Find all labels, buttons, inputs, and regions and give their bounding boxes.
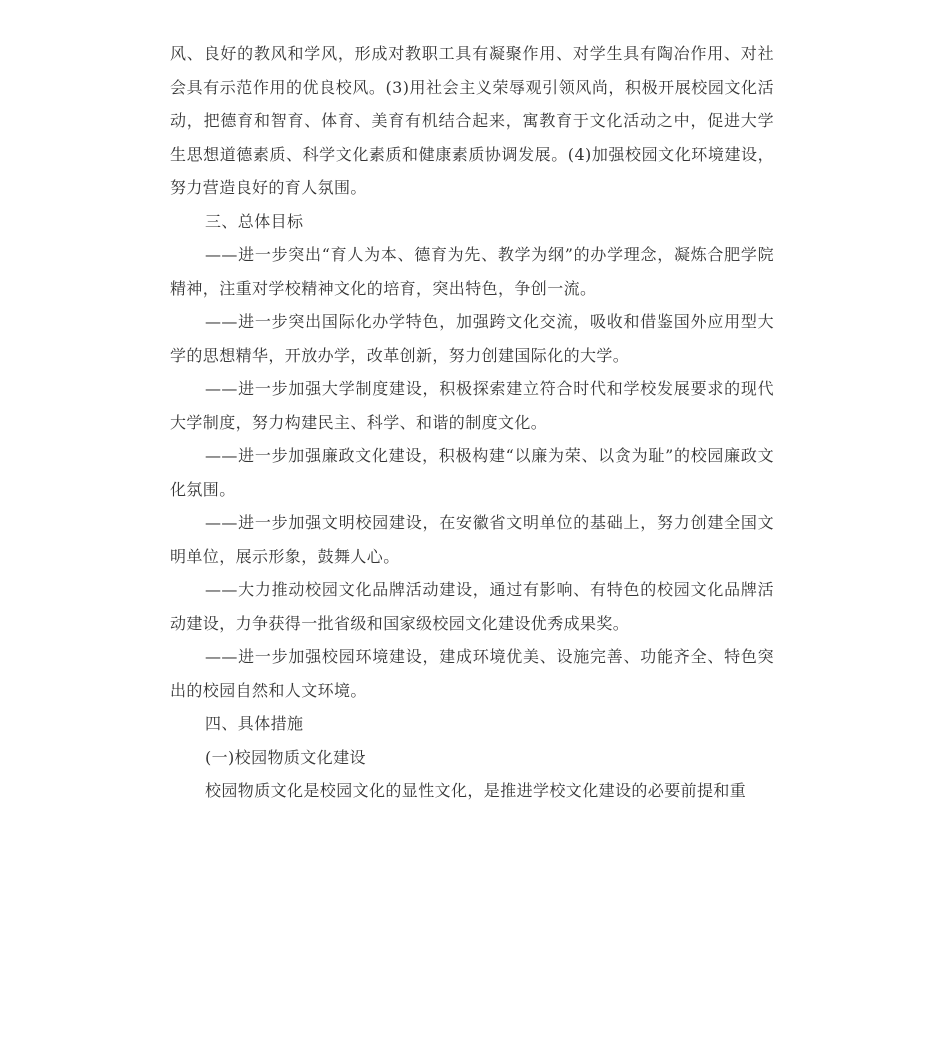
goal-item-5: ——进一步加强文明校园建设，在安徽省文明单位的基础上，努力创建全国文明单位，展示形象，鼓舞人心。 (170, 513, 774, 566)
section-heading-measures: 四、具体措施 (205, 714, 304, 733)
goal-item-7: ——进一步加强校园环境建设，建成环境优美、设施完善、功能齐全、特色突出的校园自然和人文环境。 (170, 647, 774, 700)
goal-item-1: ——进一步突出“育人为本、德育为先、教学为纲”的办学理念，凝炼合肥学院精神，注重对学校精神文化的培育，突出特色，争创一流。 (170, 245, 774, 298)
goal-item-3: ——进一步加强大学制度建设，积极探索建立符合时代和学校发展要求的现代大学制度，努力构建民主、科学、和谐的制度文化。 (170, 379, 774, 432)
goal-item-6: ——大力推动校园文化品牌活动建设，通过有影响、有特色的校园文化品牌活动建设，力争获得一批省级和国家级校园文化建设优秀成果奖。 (170, 580, 774, 633)
document-body (170, 37, 774, 808)
goal-item-2: ——进一步突出国际化办学特色，加强跨文化交流，吸收和借鉴国外应用型大学的思想精华，开放办学，改革创新，努力创建国际化的大学。 (170, 312, 774, 365)
goal-item-4: ——进一步加强廉政文化建设，积极构建“以廉为荣、以贪为耻”的校园廉政文化氛围。 (170, 446, 774, 499)
paragraph-continuation: 风、良好的教风和学风，形成对教职工具有凝聚作用、对学生具有陶冶作用、对社会具有示范作用的优良校风。(3)用社会主义荣辱观引领风尚，积极开展校园文化活动，把德育和智育、体育、美育有机结合起来，寓教育于文化活动之中，促进大学生思想道德素质、科学文化素质和健康素质协调发展。(4)加强校园文化环境建设，努力营造良好的育人氛围。 (170, 44, 774, 197)
subsection-heading-material-culture: (一)校园物质文化建设 (205, 747, 366, 767)
section-heading-overall-goals: 三、总体目标 (205, 211, 304, 231)
paragraph-material-culture: 校园物质文化是校园文化的显性文化，是推进学校文化建设的必要前提和重 (205, 781, 747, 800)
